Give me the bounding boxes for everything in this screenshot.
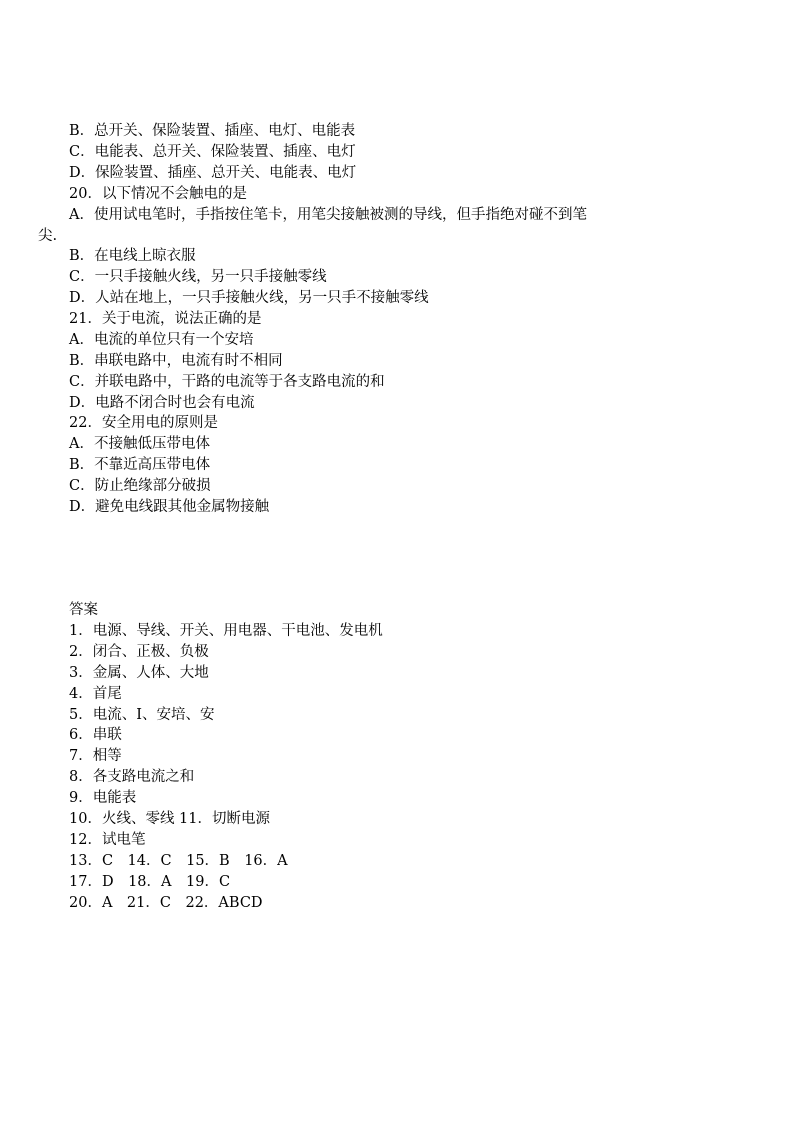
answer-line: 3．金属、人体、大地: [69, 665, 209, 681]
answer-line: 7．相等: [69, 748, 122, 764]
q22-option-a: A．不接触低压带电体: [69, 436, 210, 452]
q19-option-d: D．保险装置、插座、总开关、电能表、电灯: [69, 165, 357, 181]
answer-line: 2．闭合、正极、负极: [69, 644, 209, 660]
answer-line: 10．火线、零线 11．切断电源: [69, 811, 271, 827]
q19-option-b: B．总开关、保险装置、插座、电灯、电能表: [69, 123, 356, 139]
q20-option-a-continued: 尖.: [38, 228, 58, 244]
q21-option-d: D．电路不闭合时也会有电流: [69, 395, 255, 411]
q20-option-b: B．在电线上晾衣服: [69, 248, 196, 264]
q19-option-c: C．电能表、总开关、保险装置、插座、电灯: [69, 144, 356, 160]
q22-option-b: B．不靠近高压带电体: [69, 457, 211, 473]
q20-option-d: D．人站在地上，一只手接触火线，另一只手不接触零线: [69, 290, 429, 306]
answer-line: 6．串联: [69, 727, 122, 743]
q21-option-a: A．电流的单位只有一个安培: [69, 332, 254, 348]
answers-heading: 答案: [69, 602, 98, 618]
answer-line: 5．电流、I、安培、安: [69, 707, 215, 723]
q22-option-c: C．防止绝缘部分破损: [69, 478, 211, 494]
answer-line: 20．A 21．C 22．ABCD: [69, 895, 263, 911]
answer-line: 17．D 18．A 19．C: [69, 874, 231, 890]
q20-option-a: A．使用试电笔时，手指按住笔卡，用笔尖接触被测的导线，但手指绝对碰不到笔: [69, 207, 587, 223]
answer-line: 9．电能表: [69, 790, 137, 806]
q21-stem: 21．关于电流，说法正确的是: [69, 311, 262, 327]
q21-option-b: B．串联电路中，电流有时不相同: [69, 353, 283, 369]
answer-line: 4．首尾: [69, 686, 122, 702]
q22-option-d: D．避免电线跟其他金属物接触: [69, 499, 270, 515]
q20-stem: 20．以下情况不会触电的是: [69, 186, 247, 202]
q22-stem: 22．安全用电的原则是: [69, 415, 218, 431]
answer-line: 1．电源、导线、开关、用电器、干电池、发电机: [69, 623, 383, 639]
q20-option-c: C．一只手接触火线，另一只手接触零线: [69, 269, 327, 285]
answer-line: 12．试电笔: [69, 832, 146, 848]
answer-line: 8．各支路电流之和: [69, 769, 195, 785]
q21-option-c: C．并联电路中，干路的电流等于各支路电流的和: [69, 374, 385, 390]
answer-line: 13．C 14．C 15．B 16．A: [69, 853, 288, 869]
